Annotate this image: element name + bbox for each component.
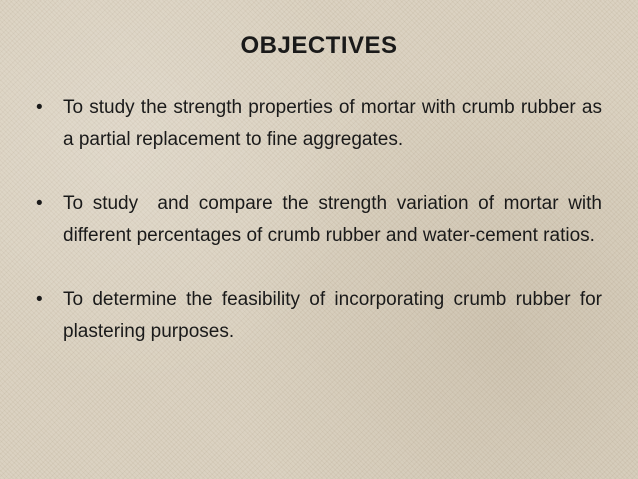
objective-item [36,284,602,348]
slide-title: OBJECTIVES [240,32,398,59]
objective-text: To determine the feasibility of incorporating crumb rubber for plastering purposes. [63,289,602,342]
objective-item [36,92,602,156]
bullet-icon: • [36,193,43,214]
objectives-list [36,92,608,380]
bullet-icon: • [36,289,43,310]
objective-item [36,188,608,252]
objective-text: To study and compare the strength variation of mortar with different percentages of crumb rubber and water-cement ratios. [63,193,608,246]
objective-text: To study the strength properties of mortar with crumb rubber as a partial replacement to fine aggregates. [63,97,602,150]
bullet-icon: • [36,97,43,118]
